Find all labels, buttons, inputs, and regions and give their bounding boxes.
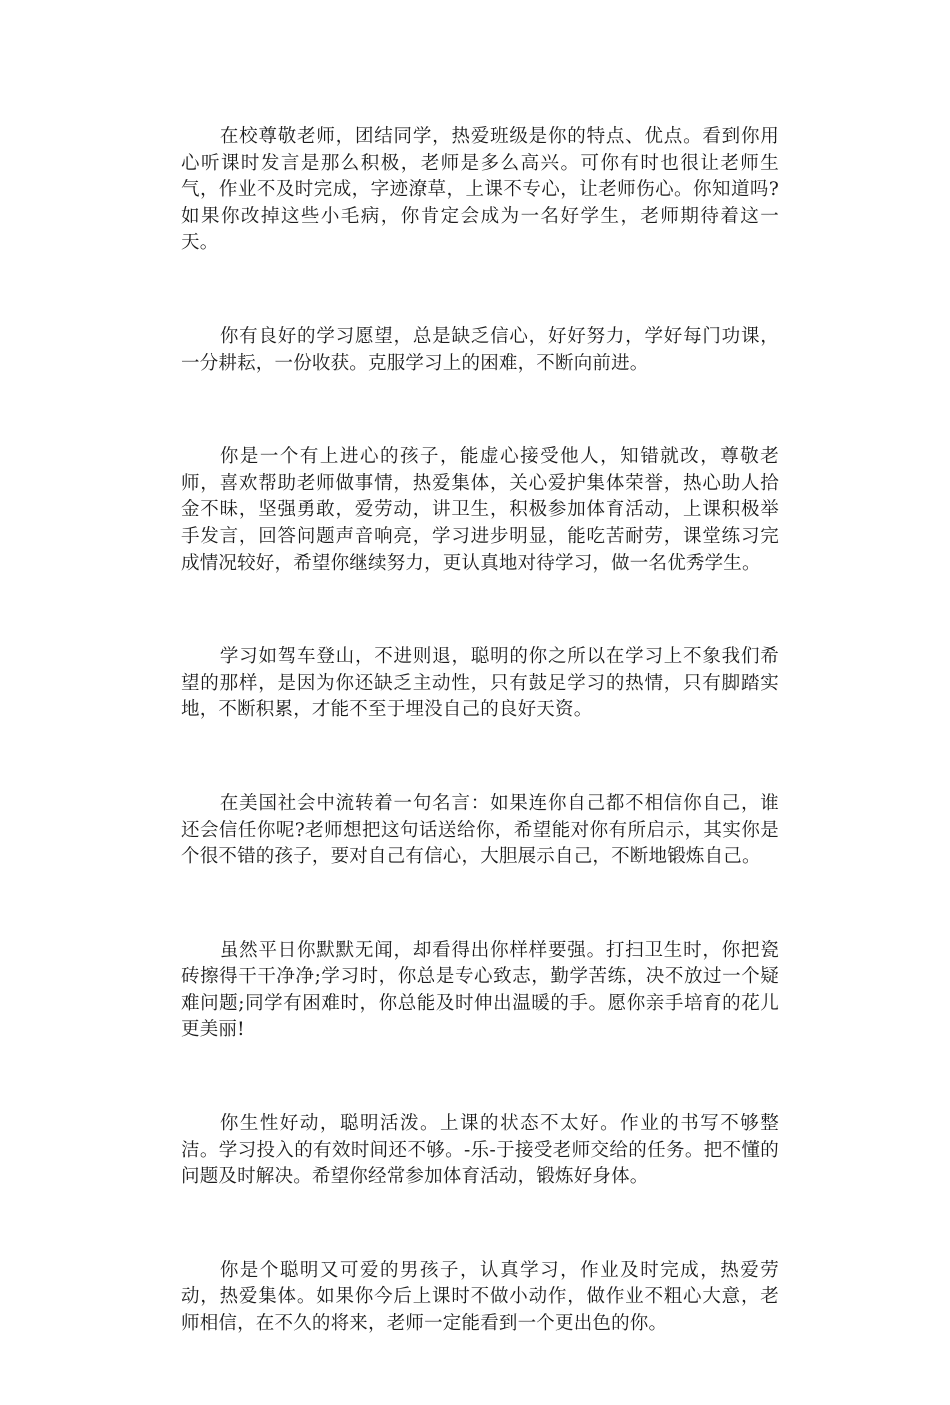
paragraph-3: 你是一个有上进心的孩子，能虚心接受他人，知错就改，尊敬老师，喜欢帮助老师做事情，热爱集体，关心爱护集体荣誉，热心助人拾金不昧，坚强勇敢，爱劳动，讲卫生，积极参加体育活动，上课积极举手发言，回答问题声音响亮，学习进步明显，能吃苦耐劳，课堂练习完成情况较好，希望你继续努力，更认真地对待学习，做一名优秀学生。 (181, 446, 779, 574)
paragraph-6: 虽然平日你默默无闻，却看得出你样样要强。打扫卫生时，你把瓷砖擦得干干净净;学习时，你总是专心致志，勤学苦练，决不放过一个疑难问题;同学有困难时，你总能及时伸出温暖的手。愿你亲手培育的花儿更美丽! (181, 939, 779, 1041)
paragraph-1: 在校尊敬老师，团结同学，热爱班级是你的特点、优点。看到你用心听课时发言是那么积极，老师是多么高兴。可你有时也很让老师生气，作业不及时完成，字迹潦草，上课不专心，让老师伤心。你知道吗?如果你改掉这些小毛病，你肯定会成为一名好学生，老师期待着这一天。 (181, 126, 779, 254)
document-body (181, 124, 779, 1405)
paragraph-4: 学习如驾车登山，不进则退，聪明的你之所以在学习上不象我们希望的那样，是因为你还缺乏主动性，只有鼓足学习的热情，只有脚踏实地，不断积累，才能不至于埋没自己的良好天资。 (181, 646, 779, 721)
paragraph-7: 你生性好动，聪明活泼。上课的状态不太好。作业的书写不够整洁。学习投入的有效时间还不够。-乐-于接受老师交给的任务。把不懂的问题及时解决。希望你经常参加体育活动，锻炼好身体。 (181, 1113, 779, 1188)
paragraph-8: 你是个聪明又可爱的男孩子，认真学习，作业及时完成，热爱劳动，热爱集体。如果你今后上课时不做小动作，做作业不粗心大意，老师相信，在不久的将来，老师一定能看到一个更出色的你。 (181, 1259, 779, 1335)
paragraph-5: 在美国社会中流转着一句名言：如果连你自己都不相信你自己，谁还会信任你呢?老师想把这句话送给你，希望能对你有所启示，其实你是个很不错的孩子，要对自己有信心，大胆展示自己，不断地锻炼自己。 (181, 792, 779, 868)
paragraph-2: 你有良好的学习愿望，总是缺乏信心，好好努力，学好每门功课，一分耕耘，一份收获。克服学习上的困难，不断向前进。 (181, 325, 779, 374)
